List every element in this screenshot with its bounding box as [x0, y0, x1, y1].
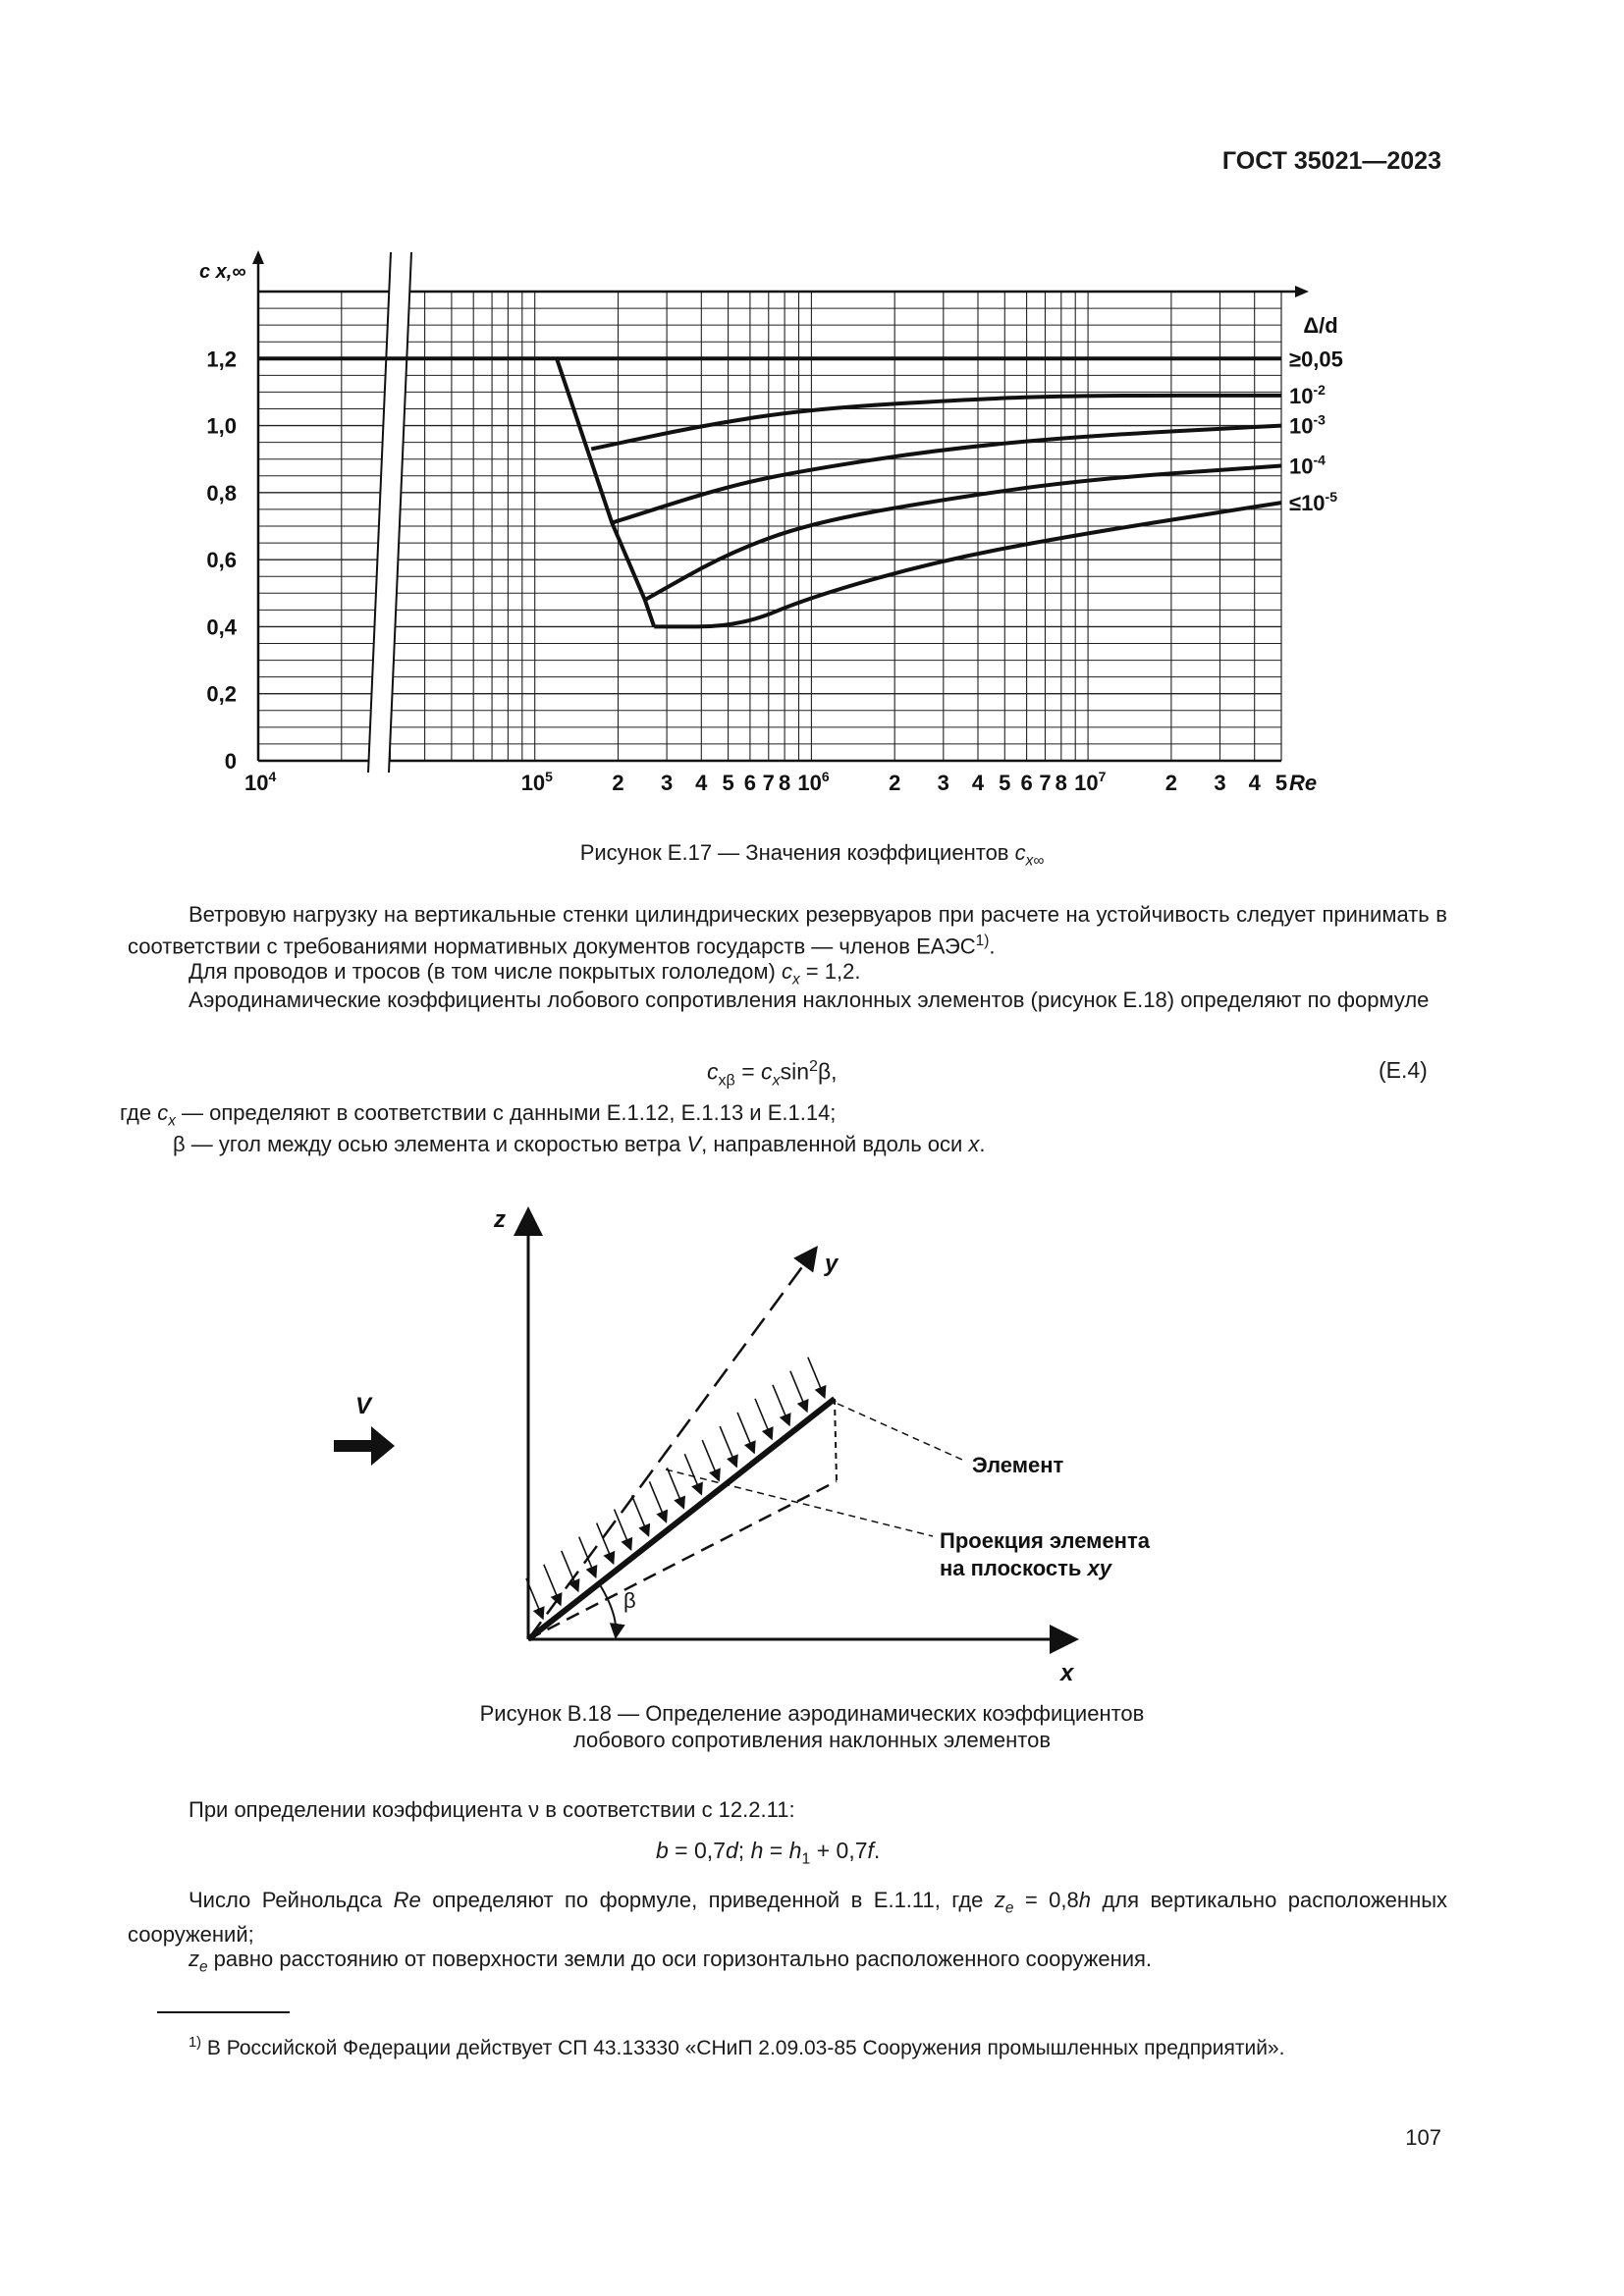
- z-axis-label: z: [494, 1206, 506, 1233]
- document-header: ГОСТ 35021—2023: [1221, 147, 1441, 175]
- x-tick-label: $10^7$: [1074, 769, 1107, 795]
- projection-label-line1: Проекция элемента: [940, 1528, 1150, 1553]
- y-axis-label: y: [825, 1251, 839, 1277]
- wind-pressure-arrow: [790, 1371, 807, 1412]
- legend-title: Δ/d: [1303, 313, 1338, 339]
- paragraph-reynolds: Число Рейнольдса Re определяют по формуле, приведенной в Е.1.11, где $z_e = 0,8h$ для вертикально расположенных сооружений;: [128, 1888, 1448, 1948]
- page-number: 107: [1405, 2125, 1441, 2150]
- paragraph-ze: $z_e$ равно расстоянию от поверхности земли до оси горизонтально расположенного сооружения.: [189, 1947, 1153, 1976]
- x-tick-label: 6: [1020, 771, 1033, 795]
- x-tick-label: 8: [778, 771, 791, 795]
- beta-angle-arc: [599, 1583, 616, 1637]
- x-tick-label: $10^5$: [520, 769, 553, 795]
- series-label: $\le 10^{-5}$: [1289, 489, 1337, 516]
- x-tick-label: 7: [762, 771, 775, 795]
- series-label: $10^{-3}$: [1289, 411, 1326, 439]
- where-cx: где $c_x$ — определяют в соответствии с данными Е.1.12, Е.1.13 и Е.1.14;: [120, 1100, 837, 1130]
- where-beta: β — угол между осью элемента и скоростью ветра V, направленной вдоль оси x.: [173, 1132, 986, 1156]
- axis-break-band: [368, 252, 411, 773]
- formula-e4-number: (Е.4): [1379, 1057, 1428, 1083]
- y-tick-label: 0,6: [206, 548, 237, 573]
- wind-pressure-arrow: [773, 1385, 789, 1425]
- inclined-element: [528, 1399, 835, 1639]
- x-tick-label: $10^6$: [797, 769, 830, 795]
- wind-label: V: [355, 1393, 372, 1419]
- formula-e4: $c_{x\beta} = c_x\sin^2\beta$,: [707, 1057, 838, 1090]
- chart-cx-infinity: [167, 250, 1365, 820]
- y-axis-label: c x,∞: [199, 261, 246, 283]
- x-tick-label: 2: [1164, 771, 1178, 795]
- inclined-element-diagram: [334, 1193, 1198, 1703]
- beta-label: β: [623, 1588, 636, 1613]
- figure-17-caption: Рисунок Е.17 — Значения коэффициентов $c_{x\infty}$: [579, 840, 1045, 870]
- wind-pressure-arrow: [649, 1481, 666, 1522]
- figure-18-caption: Рисунок В.18 — Определение аэродинамических коэффициентов лобового сопротивления наклонных элементов: [479, 1701, 1145, 1752]
- series-curve: [591, 396, 1281, 450]
- x-tick-label: 2: [889, 771, 901, 795]
- y-tick-label: 0: [224, 749, 237, 774]
- wind-arrow-icon: [334, 1426, 395, 1466]
- x-tick-label: 4: [1248, 771, 1261, 795]
- series-label: ≥0,05: [1289, 347, 1343, 372]
- footnote-separator: [157, 2011, 290, 2013]
- element-label: Элемент: [972, 1453, 1064, 1477]
- wind-pressure-arrow: [702, 1440, 719, 1480]
- paragraph-wind-load: Ветровую нагрузку на вертикальные стенки цилиндрических резервуаров при расчете на устойчивость следует принимать в соответствии с требованиями нормативных документов государств — членов ЕАЭС$^{1)}$.: [128, 902, 1447, 959]
- x-tick-label: $10^4$: [244, 769, 277, 795]
- x-tick-label: 3: [660, 771, 674, 795]
- footnote: $^{1)}$ В Российской Федерации действует СП 43.13330 «СНиП 2.09.03-85 Сооружения промышленных предприятий».: [189, 2035, 1285, 2059]
- x-tick-label: 3: [1214, 771, 1226, 795]
- x-axis-arrow-icon: [1295, 286, 1309, 297]
- wind-pressure-arrow: [579, 1537, 596, 1577]
- x-tick-label: 4: [971, 771, 985, 795]
- x-tick-label: 4: [695, 771, 708, 795]
- y-tick-label: 1,0: [206, 413, 237, 439]
- wind-pressure-arrow: [720, 1426, 736, 1467]
- x-tick-label: 8: [1055, 771, 1067, 795]
- series-label: $10^{-2}$: [1289, 381, 1326, 408]
- x-tick-label: 5: [999, 771, 1011, 795]
- wind-pressure-arrow: [562, 1551, 578, 1591]
- series-curve: [654, 503, 1281, 626]
- wind-pressure-arrow: [544, 1565, 561, 1605]
- wind-pressure-arrow: [615, 1510, 631, 1550]
- formula-b-h: b = 0,7d; $h = h_1 + 0,7f$.: [656, 1838, 881, 1868]
- wind-pressure-arrow: [737, 1413, 754, 1453]
- wind-pressure-arrow: [632, 1495, 649, 1535]
- paragraph-aero-coefficients: Аэродинамические коэффициенты лобового сопротивления наклонных элементов (рисунок Е.18) определяют по формуле: [189, 988, 1430, 1012]
- y-axis-arrow-icon: [252, 250, 264, 264]
- y-tick-label: 0,2: [206, 681, 237, 707]
- x-tick-label: 5: [722, 771, 734, 795]
- paragraph-nu-coefficient: При определении коэффициента ν в соответствии с 12.2.11:: [189, 1797, 795, 1822]
- y-tick-label: 0,4: [206, 614, 237, 640]
- y-tick-label: 0,8: [206, 480, 237, 506]
- x-tick-label: 7: [1039, 771, 1052, 795]
- wind-pressure-arrow: [808, 1358, 825, 1398]
- wind-pressure-arrow: [684, 1454, 701, 1494]
- projection-label-line2: на плоскость xy: [940, 1556, 1111, 1580]
- y-tick-label: 1,2: [206, 347, 237, 372]
- projection-drop: [835, 1399, 837, 1481]
- paragraph-wires: Для проводов и тросов (в том числе покрытых гололедом) $c_x = 1,2$.: [189, 959, 861, 988]
- x-tick-label: 5: [1274, 771, 1288, 795]
- x-tick-label: 2: [612, 771, 624, 795]
- wind-pressure-arrow: [755, 1399, 772, 1439]
- x-axis-label: Re: [1288, 771, 1318, 795]
- element-leader: [838, 1404, 962, 1460]
- x-tick-label: 6: [743, 771, 757, 795]
- x-tick-label: 3: [937, 771, 949, 795]
- series-label: $10^{-4}$: [1289, 452, 1326, 479]
- x-axis-label: x: [1060, 1660, 1074, 1686]
